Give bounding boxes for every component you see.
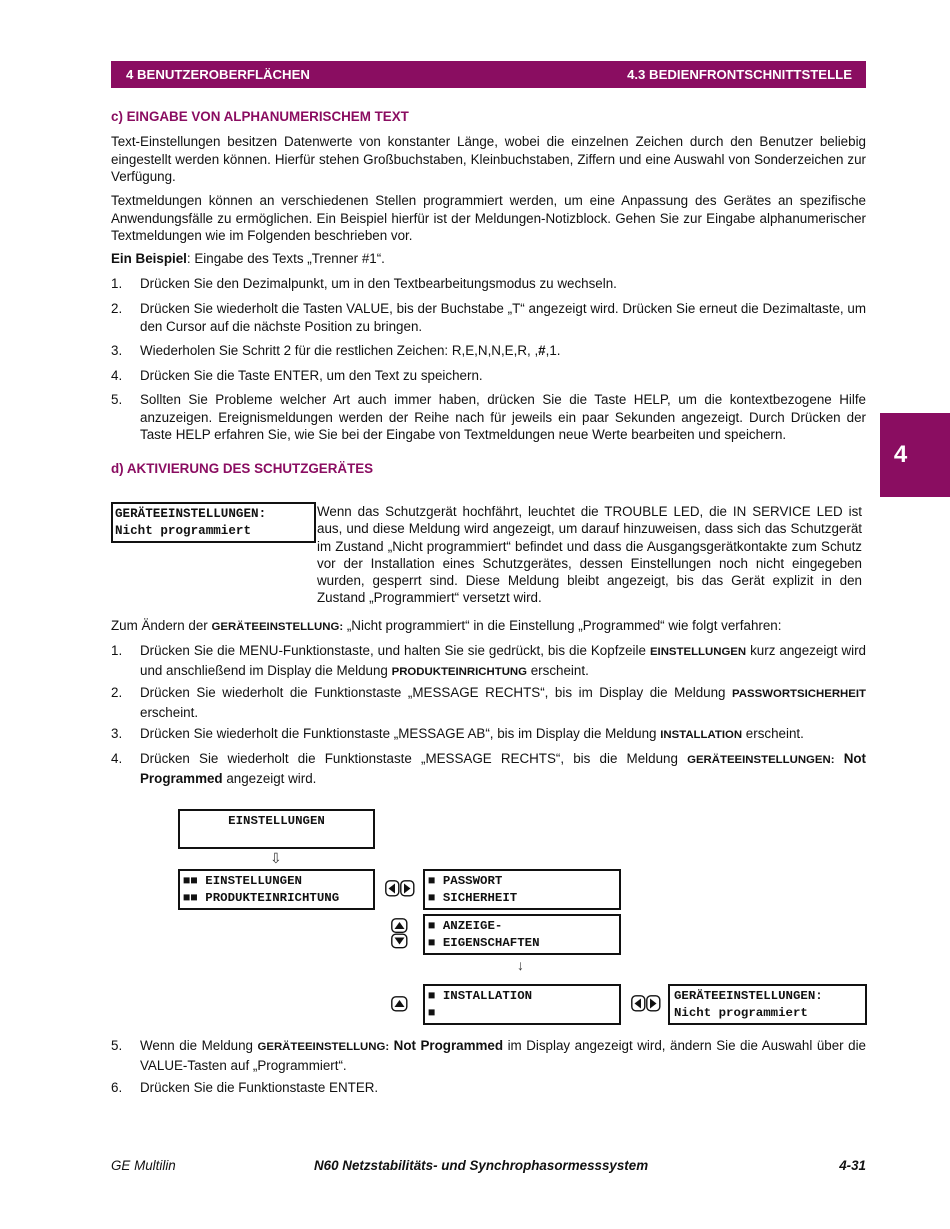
message-up-down-key-icon xyxy=(391,918,408,949)
intro-setting-name: GERÄTEEINSTELLUNG: xyxy=(211,621,344,633)
example-label: Ein Beispiel xyxy=(111,251,187,266)
arrow-down-hollow-icon: ⇩ xyxy=(270,850,282,866)
display-line-1: GERÄTEEINSTELLUNGEN: xyxy=(674,989,823,1003)
display-line-2: Nicht programmiert xyxy=(674,1006,808,1020)
list-text-part: im Display angezeigt wird, ändern Sie die Auswahl über die VALUE-Tasten auf „Programmiert“. xyxy=(140,1038,866,1073)
example-text: : Eingabe des Texts „Trenner #1“. xyxy=(186,251,385,266)
display-box-passwort xyxy=(423,869,621,910)
arrow-down-icon: ↓ xyxy=(517,957,524,973)
setting-value: Not Programmed xyxy=(140,751,866,786)
list-item xyxy=(111,367,866,385)
display-box-anzeige xyxy=(423,914,621,955)
list-text-part: erscheint. xyxy=(140,704,199,720)
list-text-part: erscheint. xyxy=(527,662,589,678)
list-item xyxy=(111,300,866,335)
footer-company: GE Multilin xyxy=(111,1158,176,1173)
section-c-title: c) EINGABE VON ALPHANUMERISCHEM TEXT xyxy=(111,109,409,124)
section-c-paragraph-2: Textmeldungen können an verschiedenen Stellen programmiert werden, um eine Anpassung des Gerätes an spezifische Anwendungsfälle zu ermöglichen. Ein Beispiel hierfür ist der Meldungen-Notizblock. Gehen Sie zur Eingabe alphanumerischer Textmeldungen wie im Folgenden beschrieben vor. xyxy=(111,193,866,243)
section-d-title: d) AKTIVIERUNG DES SCHUTZGERÄTES xyxy=(111,461,374,476)
list-text xyxy=(140,750,866,787)
display-box-geraeteeinstellungen xyxy=(668,984,867,1025)
menu-name: PRODUKTEINRICHTUNG xyxy=(391,665,528,678)
display-line-1: ■ PASSWORT xyxy=(428,874,503,888)
setting-value: Not Programmed xyxy=(389,1038,504,1053)
list-text-part: Wenn die Meldung xyxy=(140,1038,258,1053)
display-box-installation xyxy=(423,984,621,1025)
list-number: 2. xyxy=(111,685,123,700)
footer-product-title: N60 Netzstabilitäts- und Synchrophasormesssystem xyxy=(314,1158,649,1173)
list-number: 5. xyxy=(111,392,123,407)
display-line-1: GERÄTEEINSTELLUNGEN: xyxy=(115,507,267,521)
list-number: 4. xyxy=(111,751,123,766)
display-line-2: Nicht programmiert xyxy=(115,524,252,538)
list-text-part: erscheint. xyxy=(742,726,804,741)
list-number: 1. xyxy=(111,643,123,658)
list-item xyxy=(111,1079,866,1097)
page-header xyxy=(111,61,866,88)
list-text xyxy=(140,342,866,360)
message-left-right-key-icon xyxy=(385,880,415,897)
display-line-1: ■■ EINSTELLUNGEN xyxy=(183,874,302,888)
header-section: 4.3 BEDIENFRONTSCHNITTSTELLE xyxy=(627,66,852,82)
list-text xyxy=(140,725,866,745)
menu-name: GERÄTEEINSTELLUNG: xyxy=(257,1041,390,1053)
list-text-part: angezeigt wird. xyxy=(222,770,317,786)
list-text-part: Drücken Sie wiederholt die Funktionstaste „MESSAGE RECHTS“, bis im Display die Meldung xyxy=(140,685,733,700)
section-c-paragraph-1: Text-Einstellungen besitzen Datenwerte von konstanter Länge, wobei die einzelnen Zeichen durch den Benutzer beliebig eingestellt werden können. Hierfür stehen Großbuchstaben, Kleinbuchstaben, Ziffern und eine Auswahl von Sonderzeichen zur Verfügung. xyxy=(111,134,866,184)
list-number: 6. xyxy=(111,1080,123,1095)
list-text-part: Wiederholen Sie Schritt 2 für die restlichen Zeichen: R,E,N,N,E,R, , xyxy=(140,343,539,358)
display-line-2: ■ xyxy=(428,1006,436,1020)
display-line-1: ■ ANZEIGE- xyxy=(428,919,503,933)
list-number: 4. xyxy=(111,368,123,383)
message-left-right-key-icon xyxy=(631,995,661,1012)
list-item xyxy=(111,725,866,745)
list-text-part: Drücken Sie wiederholt die Funktionstaste „MESSAGE AB“, bis im Display die Meldung xyxy=(140,726,661,741)
display-line-2: ■ EIGENSCHAFTEN xyxy=(428,936,540,950)
list-number: 2. xyxy=(111,301,123,316)
list-text-hash: # xyxy=(538,343,546,358)
message-up-key-icon xyxy=(391,996,408,1012)
display-line-1: ■ INSTALLATION xyxy=(428,989,533,1003)
intro-text: „Nicht programmiert“ in die Einstellung „Programmed“ wie folgt verfahren: xyxy=(343,618,782,633)
list-text-part: Drücken Sie wiederholt die Funktionstaste „MESSAGE RECHTS“, bis die Meldung xyxy=(140,751,688,766)
display-text: EINSTELLUNGEN xyxy=(228,814,325,828)
list-text-part: Drücken Sie die MENU-Funktionstaste, und halten Sie sie gedrückt, bis die Kopfzeile xyxy=(140,643,650,658)
list-text: Drücken Sie die Taste ENTER, um den Text zu speichern. xyxy=(140,368,483,383)
menu-name: EINSTELLUNGEN xyxy=(649,646,747,658)
display-line-2: ■ SICHERHEIT xyxy=(428,891,518,905)
list-number: 3. xyxy=(111,726,123,741)
menu-name: GERÄTEEINSTELLUNGEN: xyxy=(687,754,835,766)
list-item xyxy=(111,684,866,721)
display-box-produkteinrichtung xyxy=(178,869,375,910)
list-text: Drücken Sie den Dezimalpunkt, um in den Textbearbeitungsmodus zu wechseln. xyxy=(140,276,617,291)
status-display-box xyxy=(111,502,316,543)
chapter-tab: 4 xyxy=(880,413,950,497)
status-description: Wenn das Schutzgerät hochfährt, leuchtet die TROUBLE LED, die IN SERVICE LED ist aus, und diese Meldung wird angezeigt, um darauf hinzuweisen, dass sich das Schutzgerät im Zustand „Nicht programmiert“ befindet und dass die Ausgangsgerätkontakte zum Schutz vor der Installation eines Schutzgerätes, dessen Einstellungen noch nicht eingegeben wurden, gesperrt sind. Diese Meldung bleibt angezeigt, bis das Gerät explizit in den Zustand „Programmiert“ versetzt wird. xyxy=(317,504,862,606)
list-item xyxy=(111,391,866,444)
display-line-2: ■■ PRODUKTEINRICHTUNG xyxy=(183,891,340,905)
list-number: 5. xyxy=(111,1038,123,1053)
list-number: 1. xyxy=(111,276,123,291)
list-text xyxy=(140,1037,866,1074)
list-text: Sollten Sie Probleme welcher Art auch immer haben, drücken Sie die Taste HELP, um die kontextbezogene Hilfe anzuzeigen. Ereignismeldungen werden der Reihe nach für jeweils ein paar Sekunden angezeigt. Durch Drücken der Taste HELP erfahren Sie, wie Sie bei der Eingabe von Textmeldungen neue Werte bearbeiten und speichern. xyxy=(140,392,866,442)
list-item xyxy=(111,342,866,360)
footer-page-number: 4-31 xyxy=(839,1158,866,1173)
list-item xyxy=(111,750,866,787)
list-item xyxy=(111,642,866,681)
display-box-einstellungen xyxy=(178,809,375,849)
list-item xyxy=(111,1037,866,1074)
list-item xyxy=(111,275,866,293)
list-text xyxy=(140,684,866,721)
header-chapter: 4 BENUTZEROBERFLÄCHEN xyxy=(126,66,310,82)
change-intro xyxy=(111,617,866,637)
intro-text: Zum Ändern der xyxy=(111,618,212,633)
example-line xyxy=(111,250,866,268)
menu-name: INSTALLATION xyxy=(660,729,743,741)
list-text: Drücken Sie wiederholt die Tasten VALUE, bis der Buchstabe „T“ angezeigt wird. Drücken Sie erneut die Dezimaltaste, um den Cursor auf die nächste Position zu bringen. xyxy=(140,301,866,334)
list-text-part: kurz angezeigt wird und anschließend im Display die Meldung xyxy=(140,643,866,678)
list-text xyxy=(140,642,866,681)
list-number: 3. xyxy=(111,343,123,358)
menu-name: PASSWORTSICHERHEIT xyxy=(732,688,866,700)
list-text-part: ,1. xyxy=(545,343,561,358)
list-text: Drücken Sie die Funktionstaste ENTER. xyxy=(140,1080,379,1095)
